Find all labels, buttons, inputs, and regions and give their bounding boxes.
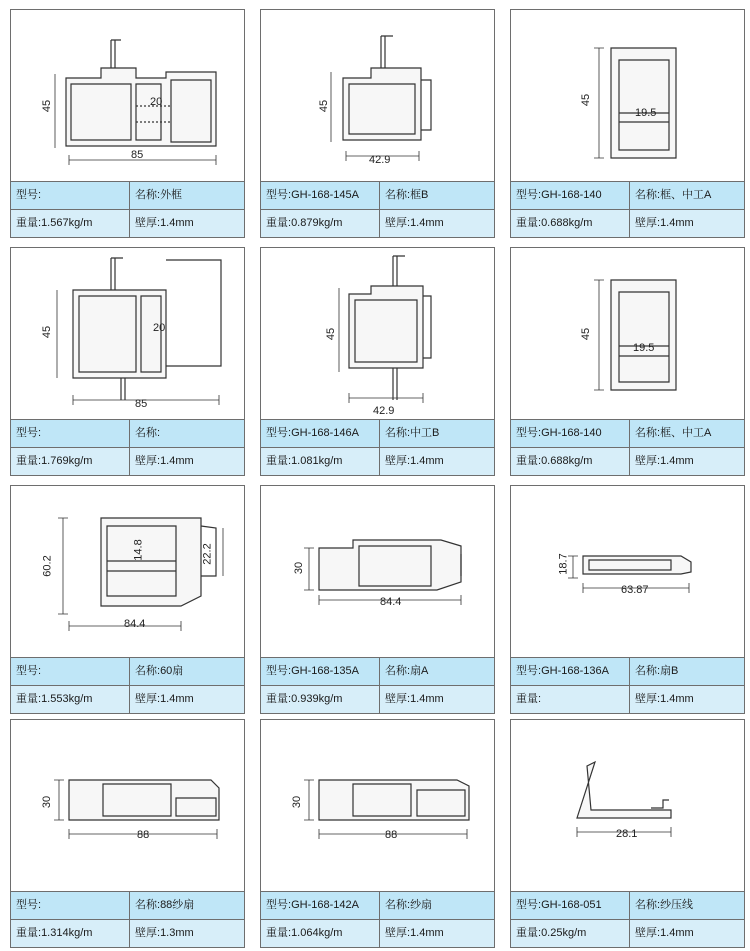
profile-info: 型号:GH-168-140 名称:框、中工A 重量:0.688kg/m 壁厚:1.4mm	[511, 181, 744, 237]
thickness-value: 1.4mm	[410, 455, 444, 467]
name-value: 扇A	[410, 665, 429, 677]
dim-width: 88	[385, 829, 398, 841]
profile-drawing	[261, 248, 494, 419]
thickness-value: 1.4mm	[660, 927, 694, 939]
name-value: 纱扇	[410, 899, 433, 911]
profile-info: 型号:GH-168-140 名称:框、中工A 重量:0.688kg/m 壁厚:1.4mm	[511, 419, 744, 475]
dim-width: 84.4	[124, 618, 146, 630]
dim-height: 45	[580, 93, 593, 107]
profile-card-9	[510, 485, 745, 714]
model-value: GH-168-135A	[291, 665, 359, 677]
profile-info: 型号: 名称:88纱扇 重量:1.314kg/m 壁厚:1.3mm	[11, 891, 244, 947]
name-value: 外框	[160, 189, 183, 201]
dim-width: 85	[135, 398, 148, 410]
thickness-value: 1.4mm	[160, 693, 194, 705]
dim-width: 42.9	[373, 405, 395, 417]
profile-drawing	[11, 486, 244, 657]
dim-height: 45	[318, 99, 331, 113]
thickness-value: 1.4mm	[160, 217, 194, 229]
profile-info: 型号:GH-168-051 名称:纱压线 重量:0.25kg/m 壁厚:1.4mm	[511, 891, 744, 947]
dim-width: 19.5	[633, 342, 655, 354]
profile-drawing	[261, 720, 494, 891]
dim-height: 45	[41, 99, 54, 113]
dim-width: 88	[137, 829, 150, 841]
name-value: 纱压线	[660, 899, 694, 911]
profile-card-1	[10, 9, 245, 238]
dim-width: 28.1	[616, 828, 638, 840]
dim-height: 30	[291, 795, 304, 809]
model-value: GH-168-051	[541, 899, 602, 911]
weight-value: 0.688kg/m	[541, 455, 593, 467]
weight-value: 1.081kg/m	[291, 455, 343, 467]
weight-value: 1.064kg/m	[291, 927, 343, 939]
profile-card-3	[510, 9, 745, 238]
profile-card-5	[260, 247, 495, 476]
dim-extra: 22.2	[201, 543, 214, 565]
thickness-value: 1.4mm	[410, 217, 444, 229]
name-value: 60扇	[160, 665, 184, 677]
profile-drawing	[511, 486, 744, 657]
dim-extra-2: 14.8	[132, 539, 145, 561]
weight-value: 0.25kg/m	[541, 927, 587, 939]
thickness-value: 1.3mm	[160, 927, 194, 939]
profile-info: 型号: 名称: 重量:1.769kg/m 壁厚:1.4mm	[11, 419, 244, 475]
model-value: GH-168-145A	[291, 189, 359, 201]
profile-drawing	[11, 10, 244, 181]
profile-drawing	[261, 486, 494, 657]
profile-drawing	[261, 10, 494, 181]
dim-height: 60.2	[41, 555, 54, 577]
profile-card-10	[10, 719, 245, 948]
name-value: 中工B	[410, 427, 440, 439]
dim-height: 45	[325, 327, 338, 341]
model-value: GH-168-140	[541, 189, 602, 201]
model-value: GH-168-136A	[541, 665, 609, 677]
profile-card-7	[10, 485, 245, 714]
profile-info: 型号:GH-168-142A 名称:纱扇 重量:1.064kg/m 壁厚:1.4mm	[261, 891, 494, 947]
profile-info: 型号: 名称:外框 重量:1.567kg/m 壁厚:1.4mm	[11, 181, 244, 237]
dim-height: 30	[41, 795, 54, 809]
name-value: 框、中工A	[660, 427, 712, 439]
weight-value: 0.879kg/m	[291, 217, 343, 229]
weight-value: 1.567kg/m	[41, 217, 93, 229]
weight-value: 0.939kg/m	[291, 693, 343, 705]
profile-info: 型号:GH-168-146A 名称:中工B 重量:1.081kg/m 壁厚:1.4mm	[261, 419, 494, 475]
dim-height: 45	[41, 325, 54, 339]
dim-width: 85	[131, 149, 144, 161]
profile-card-12	[510, 719, 745, 948]
name-value: 框、中工A	[660, 189, 712, 201]
profile-card-8	[260, 485, 495, 714]
dim-width: 42.9	[369, 154, 391, 166]
dim-height: 18.7	[557, 553, 570, 575]
weight-value: 1.553kg/m	[41, 693, 93, 705]
name-value: 框B	[410, 189, 429, 201]
profile-drawing	[511, 10, 744, 181]
weight-value: 1.769kg/m	[41, 455, 93, 467]
thickness-value: 1.4mm	[660, 217, 694, 229]
dim-extra: 20	[150, 96, 163, 108]
profile-drawing	[511, 720, 744, 891]
thickness-value: 1.4mm	[410, 693, 444, 705]
name-value: 扇B	[660, 665, 679, 677]
profile-info: 型号:GH-168-145A 名称:框B 重量:0.879kg/m 壁厚:1.4mm	[261, 181, 494, 237]
dim-width: 19.5	[635, 107, 657, 119]
profile-drawing	[11, 248, 244, 419]
dim-height: 45	[580, 327, 593, 341]
thickness-value: 1.4mm	[160, 455, 194, 467]
weight-value: 1.314kg/m	[41, 927, 93, 939]
profile-drawing	[11, 720, 244, 891]
profile-info: 型号:GH-168-135A 名称:扇A 重量:0.939kg/m 壁厚:1.4mm	[261, 657, 494, 713]
profile-card-6	[510, 247, 745, 476]
profile-card-2	[260, 9, 495, 238]
profile-info: 型号: 名称:60扇 重量:1.553kg/m 壁厚:1.4mm	[11, 657, 244, 713]
profile-card-4	[10, 247, 245, 476]
weight-value: 0.688kg/m	[541, 217, 593, 229]
dim-extra: 20	[153, 322, 166, 334]
dim-width: 84.4	[380, 596, 402, 608]
dim-height: 30	[293, 561, 306, 575]
name-value: 88纱扇	[160, 899, 195, 911]
thickness-value: 1.4mm	[660, 455, 694, 467]
thickness-value: 1.4mm	[660, 693, 694, 705]
profile-card-11	[260, 719, 495, 948]
profile-info: 型号:GH-168-136A 名称:扇B 重量: 壁厚:1.4mm	[511, 657, 744, 713]
profile-drawing	[511, 248, 744, 419]
dim-width: 63.87	[621, 584, 649, 596]
model-value: GH-168-146A	[291, 427, 359, 439]
model-value: GH-168-142A	[291, 899, 359, 911]
model-value: GH-168-140	[541, 427, 602, 439]
thickness-value: 1.4mm	[410, 927, 444, 939]
